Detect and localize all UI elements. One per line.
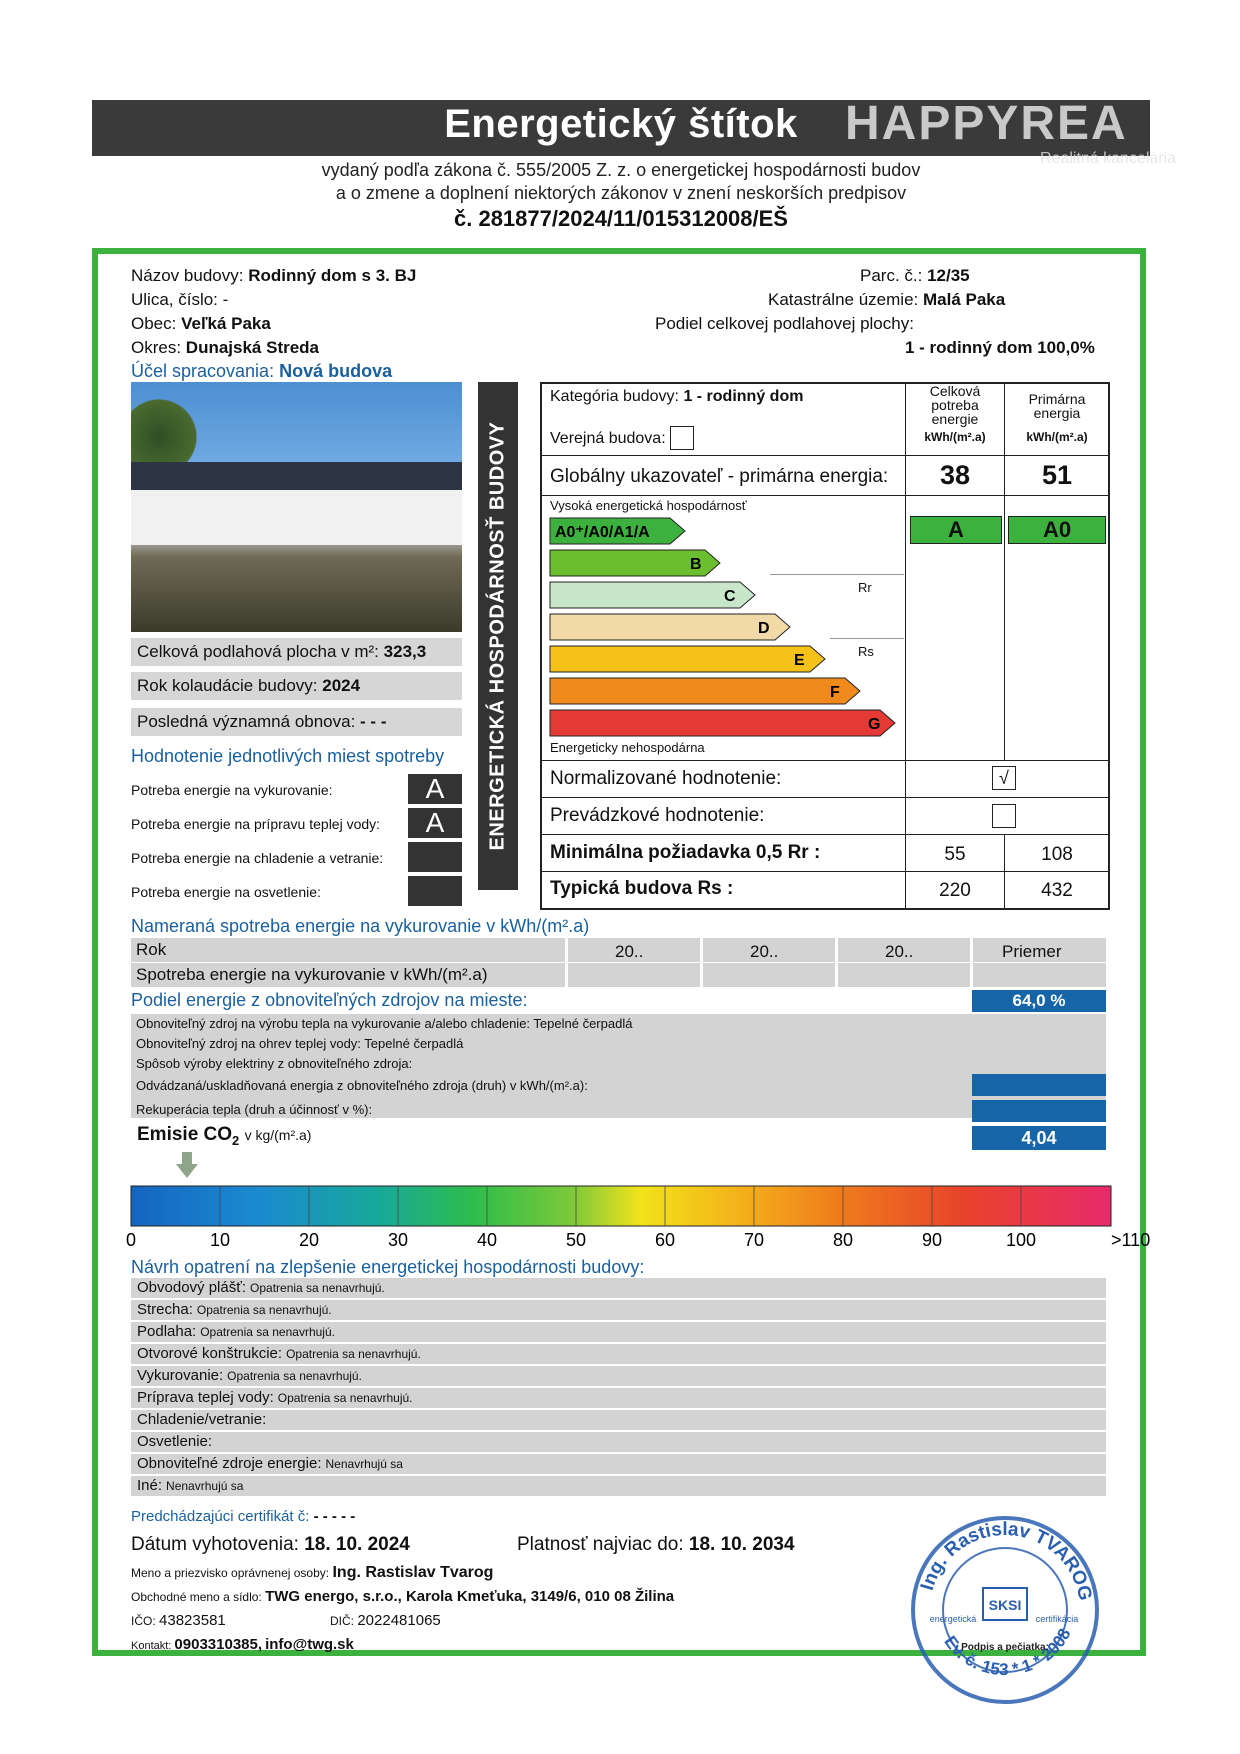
emission-tick-label: 60 [654,1230,676,1250]
cadastral-row: Katastrálne územie: Malá Paka [768,290,1006,309]
typical-value-1: 220 [939,880,971,901]
class-label-a: A0⁺/A0/A1/A [555,524,650,541]
emission-indicator-arrow [176,1152,198,1178]
normalized-checkbox[interactable]: √ [992,766,1016,790]
contact-row: Kontakt: 0903310385, info@twg.sk [131,1636,354,1653]
vertical-title: ENERGETICKÁ HOSPODÁRNOSŤ BUDOVY [486,421,509,851]
proposal-key: Chladenie/vetranie: [137,1411,267,1428]
street-row: Ulica, číslo: - [131,290,229,309]
emission-tick-label: 90 [921,1230,943,1250]
average-label: Priemer [1002,942,1062,961]
col2-unit: kWh/(m².a) [1026,430,1088,444]
proposal-value: Opatrenia sa nenavrhujú. [286,1347,421,1361]
floor-share-label: Podiel celkovej podlahovej plochy: [655,314,914,333]
issue-date-row: Dátum vyhotovenia: 18. 10. 2024 [131,1534,410,1555]
ico-row: IČO: 43823581 [131,1612,226,1629]
stamp-right: certifikácia [1035,1614,1079,1624]
class-label-g: G [868,716,881,733]
certificate-number: č. 281877/2024/11/015312008/EŠ [454,206,788,231]
building-name-row: Názov budovy: Rodinný dom s 3. BJ [131,266,417,285]
measured-sep-3 [835,938,838,987]
proposal-value: Nenavrhujú sa [325,1457,403,1471]
proposal-row [131,1300,1106,1320]
subtitle-line-2: a o zmene a doplnení niektorých zákonov v znení neskorších predpisov [335,183,907,203]
purpose-row: Účel spracovania: Nová budova [131,361,393,381]
min-requirement-value-2: 108 [1041,844,1073,865]
operational-checkbox[interactable] [992,804,1016,828]
proposal-key: Iné: [137,1477,163,1494]
official-stamp [905,1510,1105,1710]
rating-hotwater-label: Potreba energie na prípravu teplej vody: [131,816,381,832]
emission-label: Emisie $CO_2$ v kg/(m².a) [137,1124,312,1148]
high-efficiency-label: Vysoká energetická hospodárnosť [550,498,747,513]
class-arrow-c [550,582,755,608]
rating-lighting-class [408,876,462,906]
emission-value: 4,04 [972,1126,1106,1150]
emission-tick-label: 40 [476,1230,498,1250]
emission-tick-label: 80 [832,1230,854,1250]
class-arrow-e [550,646,825,672]
emission-scale [120,1150,1151,1250]
renewable-share-value: 64,0 % [972,990,1106,1012]
previous-cert-row: Predchádzajúci certifikát č: - - - - - [131,1508,356,1525]
proposal-key: Strecha: [137,1301,193,1318]
rating-lighting-label: Potreba energie na osvetlenie: [131,884,321,900]
proposal-row [131,1432,1106,1452]
measured-sep-1 [565,938,568,987]
company-row: Obchodné meno a sídlo: TWG energo, s.r.o., Karola Kmeťuka, 3149/6, 010 08 Žilina [131,1588,675,1605]
table-hline-1 [540,455,1110,456]
roof-shape [131,462,462,492]
emission-tick-label: 0 [125,1230,137,1250]
min-requirement-value-1: 55 [944,844,966,865]
category-row: Kategória budovy: 1 - rodinný dom [550,388,804,405]
town-row: Obec: Veľká Paka [131,314,271,333]
col1-header-line-3: energie [931,411,979,427]
emission-tick-label: 20 [298,1230,320,1250]
proposal-row [131,1476,1106,1496]
person-row: Meno a priezvisko oprávnenej osoby: Ing. Rastislav Tvarog [131,1564,494,1581]
table-hline-4 [540,797,1110,798]
renewable-row-3: Spôsob výroby elektriny z obnoviteľného zdroja: [136,1056,413,1071]
proposal-value: Opatrenia sa nenavrhujú. [250,1281,385,1295]
col1-header-line-1: Celková [929,383,981,399]
emission-tick-label: 100 [1005,1230,1037,1250]
watermark-sub: Realitná kancelária [1040,150,1177,167]
signature-label: Podpis a pečiatka: [961,1642,1049,1653]
svg-text:Ing. Rastislav TVAROG [917,1519,1096,1602]
parcel-row: Parc. č.: 12/35 [860,266,970,285]
table-hline-6 [540,871,1110,872]
stamp-center: SKSI [988,1597,1022,1613]
proposal-row [131,1454,1106,1474]
vertical-band [478,382,518,890]
normalized-label: Normalizované hodnotenie: [550,768,782,789]
proposal-key: Otvorové konštrukcie: [137,1345,283,1362]
rating-hotwater-class: A [408,808,462,838]
renovation-box: Posledná významná obnova: - - - [131,708,462,736]
class-arrow-b [550,550,720,576]
public-building-checkbox[interactable] [670,426,694,450]
emission-tick-label: >110 [1111,1230,1151,1250]
renewable-energy-box [972,1074,1106,1096]
col1-unit: kWh/(m².a) [924,430,986,444]
proposal-row [131,1366,1106,1386]
year-3: 20.. [885,942,914,961]
class-arrow-d [550,614,790,640]
proposal-value: Opatrenia sa nenavrhujú. [227,1369,362,1383]
rating-cooling-label: Potreba energie na chladenie a vetranie: [131,850,384,866]
proposal-value: Opatrenia sa nenavrhujú. [277,1391,413,1405]
consumption-label: Spotreba energie na vykurovanie v kWh/(m².a) [136,965,488,984]
stamp-reg: Ev. č. 153 * 1 * 2008 [940,1625,1075,1680]
col1-header-line-2: potreba [931,397,979,413]
measured-sep-4 [970,938,973,987]
typical-building-label: Typická budova Rs : [550,878,734,899]
class-result-2: A0 [1008,516,1106,544]
global-value-2: 51 [1041,460,1073,490]
table-hline-2 [540,495,1110,496]
floor-share-value: 1 - rodinný dom 100,0% [905,338,1095,357]
proposal-key: Príprava teplej vody: [137,1389,274,1406]
year-1: 20.. [615,942,644,961]
approval-year-box: Rok kolaudácie budovy: 2024 [131,672,462,700]
renewable-row-1: Obnoviteľný zdroj na výrobu tepla na vykurovanie a/alebo chladenie: Tepelné čerpadlá [136,1016,633,1031]
rating-heating-label: Potreba energie na vykurovanie: [131,782,333,798]
col2-header-line-1: Primárna [1028,391,1086,407]
district-row: Okres: Dunajská Streda [131,338,320,357]
page-title: Energetický štítok [444,102,798,146]
watermark: HAPPYREA [845,97,1128,150]
class-label-d: D [758,620,770,637]
floor-area-box: Celková podlahová plocha v m²: 323,3 [131,638,462,666]
stamp-name: Ing. Rastislav TVAROG [916,1518,1096,1603]
class-label-f: F [830,684,840,701]
proposal-value: Opatrenia sa nenavrhujú. [200,1325,335,1339]
col1-header [906,384,1004,444]
proposal-row [131,1322,1106,1342]
rs-marker: Rs [858,644,874,659]
class-arrow-f [550,678,860,704]
proposal-row [131,1344,1106,1364]
rr-marker: Rr [858,580,872,595]
class-label-b: B [690,556,702,573]
subtitle-line-1: vydaný podľa zákona č. 555/2005 Z. z. o energetickej hospodárnosti budov [321,160,921,180]
global-value-1: 38 [939,460,971,490]
proposals-list [131,1278,1106,1498]
emission-indicator [176,1152,198,1178]
operational-label: Prevádzkové hodnotenie: [550,805,765,826]
public-building-label: Verejná budova: [550,430,666,447]
rating-heating-class: A [408,774,462,804]
table-hline-5 [540,834,1110,835]
year-label: Rok [136,940,167,959]
proposal-row [131,1388,1106,1408]
renewable-row-4: Odvádzaná/uskladňovaná energia z obnoviteľného zdroja (druh) v kWh/(m².a): [136,1078,588,1093]
rating-cooling-class [408,842,462,872]
emission-tick-label: 10 [209,1230,231,1250]
wall-shape [131,490,462,545]
class-label-c: C [724,588,736,605]
col2-header-line-2: energia [1033,405,1081,421]
measured-sep-2 [700,938,703,987]
proposal-value: Nenavrhujú sa [166,1479,244,1493]
proposal-value: Opatrenia sa nenavrhujú. [196,1303,332,1317]
emission-tick-label: 50 [565,1230,587,1250]
proposal-key: Vykurovanie: [137,1367,224,1384]
class-label-e: E [794,652,805,669]
table-hline-3 [540,760,1110,761]
ratings-title: Hodnotenie jednotlivých miest spotreby [131,746,445,766]
global-indicator-label: Globálny ukazovateľ - primárna energia: [550,466,889,487]
class-arrow-g [550,710,895,736]
proposal-key: Obvodový plášť: [137,1279,247,1296]
measured-title: Nameraná spotreba energie na vykurovanie v kWh/(m².a) [131,916,590,936]
email-link: info@twg.sk [265,1636,354,1653]
proposal-key: Obnoviteľné zdroje energie: [137,1455,322,1472]
emission-gradient-bar [131,1186,1111,1226]
emission-tick-label: 70 [743,1230,765,1250]
dic-row: DIČ: 2022481065 [330,1612,441,1629]
typical-value-2: 432 [1041,880,1073,901]
class-result-1: A [910,516,1002,544]
proposal-row [131,1278,1106,1298]
proposal-key: Osvetlenie: [137,1433,213,1450]
col2-header [1005,392,1109,444]
stamp-left: energetická [929,1614,977,1624]
proposals-title: Návrh opatrení na zlepšenie energetickej hospodárnosti budovy: [131,1257,645,1277]
year-2: 20.. [750,942,779,961]
renewable-row-5: Rekuperácia tepla (druh a účinnosť v %): [136,1102,373,1117]
building-photo [131,382,462,632]
valid-until-row: Platnosť najviac do: 18. 10. 2034 [517,1534,795,1555]
renewable-row-2: Obnoviteľný zdroj na ohrev teplej vody: Tepelné čerpadlá [136,1036,464,1051]
renewable-title: Podiel energie z obnoviteľných zdrojov na mieste: [131,990,528,1010]
class-arrow-a [550,518,685,544]
rr-line [770,574,904,575]
proposal-row [131,1410,1106,1430]
heat-recovery-box [972,1100,1106,1122]
emission-tick-label: 30 [387,1230,409,1250]
min-requirement-label: Minimálna požiadavka 0,5 Rr : [550,842,821,863]
low-efficiency-label: Energeticky nehospodárna [550,740,705,755]
proposal-key: Podlaha: [137,1323,197,1340]
rs-line [830,638,904,639]
